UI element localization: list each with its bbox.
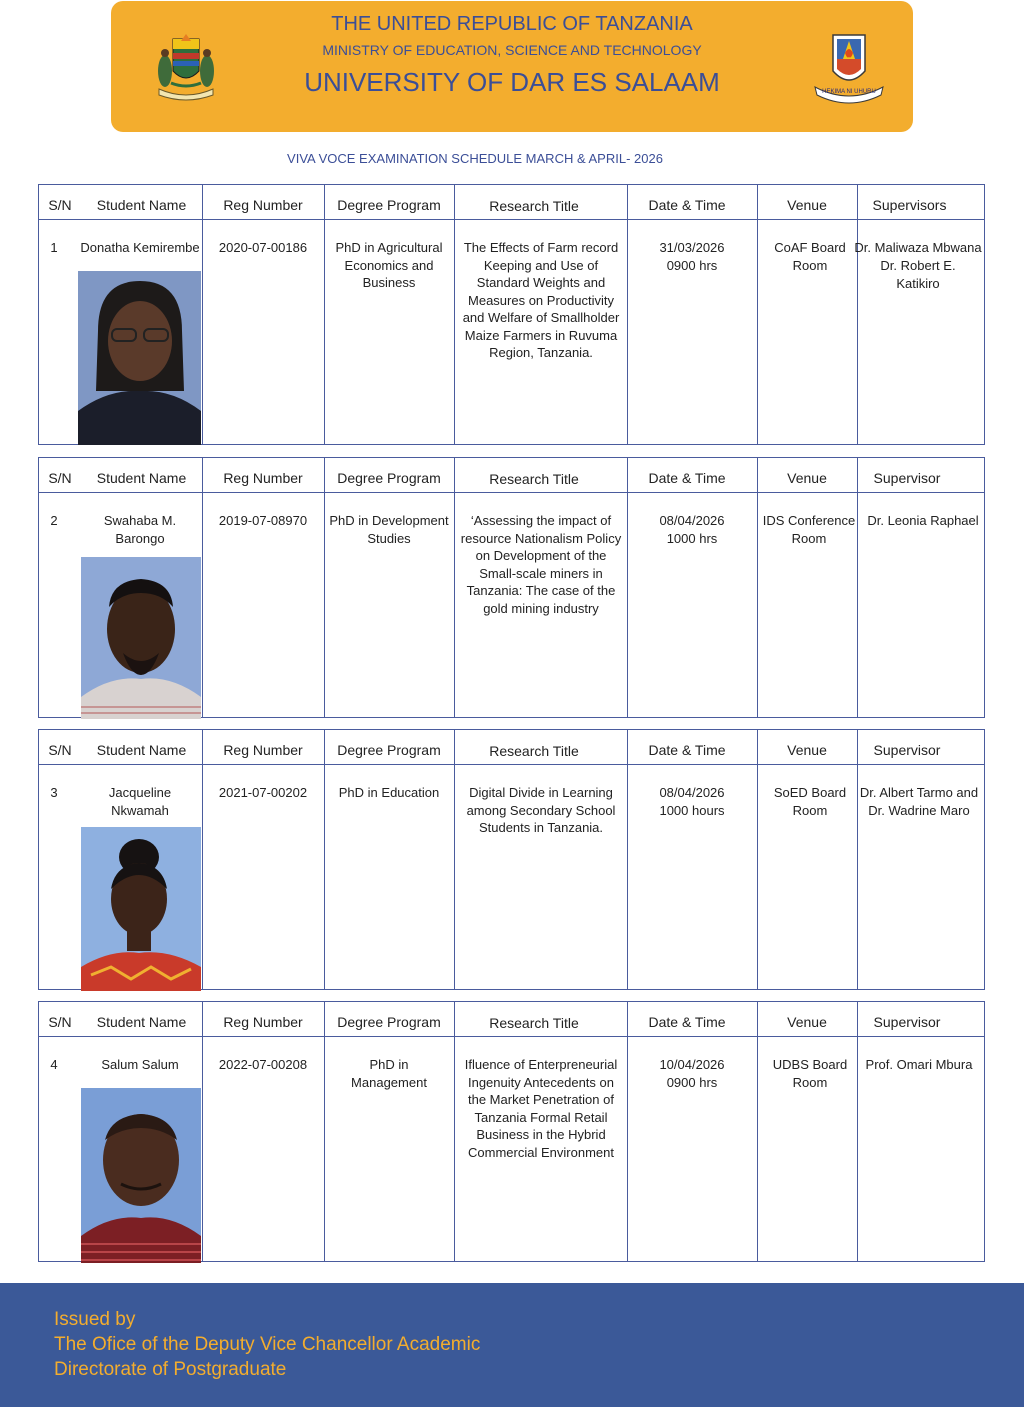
student-name: Donatha Kemirembe xyxy=(80,240,200,255)
venue: CoAF Board Room xyxy=(774,240,846,273)
header-reg-number: Reg Number xyxy=(223,197,303,213)
header-venue: Venue xyxy=(787,470,827,486)
venue: UDBS Board Room xyxy=(772,1057,848,1090)
entry-sn: 4 xyxy=(50,1057,58,1072)
schedule-entry-3 xyxy=(38,729,985,990)
supervisor-1: Dr. Leonia Raphael xyxy=(867,513,979,528)
exam-date: 08/04/2026 xyxy=(659,785,725,800)
venue: IDS Conference Room xyxy=(762,513,856,546)
header-university: UNIVERSITY OF DAR ES SALAAM xyxy=(304,67,720,97)
exam-date: 10/04/2026 xyxy=(659,1057,725,1072)
exam-time: 0900 hrs xyxy=(666,258,718,273)
header-banner xyxy=(111,1,913,132)
header-date-time: Date & Time xyxy=(648,1014,726,1030)
exam-time: 0900 hrs xyxy=(666,1075,718,1090)
degree-program: PhD in Education xyxy=(338,785,440,800)
university-seal-motto: HEKIMA NI UHURU xyxy=(822,89,876,95)
header-supervisors: Supervisors xyxy=(872,197,947,213)
header-research-title: Research Title xyxy=(489,1015,579,1031)
entry-sn: 3 xyxy=(50,785,58,800)
exam-date: 08/04/2026 xyxy=(659,513,725,528)
header-student-name: Student Name xyxy=(96,1014,187,1030)
header-student-name: Student Name xyxy=(96,742,187,758)
supervisor-2: Dr. Robert E. Katikiro xyxy=(880,258,956,291)
student-photo xyxy=(78,271,201,445)
header-country: THE UNITED REPUBLIC OF TANZANIA xyxy=(331,13,693,35)
schedule-entry-2 xyxy=(38,457,985,718)
research-title: The Effects of Farm record Keeping and Use of Standard Weights and Measures on Productivity and Welfare of Smallholder Maize Farmers in Ruvuma Region, Tanzania. xyxy=(462,240,620,360)
supervisor-1: Prof. Omari Mbura xyxy=(865,1057,973,1072)
student-photo xyxy=(81,827,201,991)
student-name: Swahaba M. Barongo xyxy=(103,513,177,546)
header-research-title: Research Title xyxy=(489,471,579,487)
header-supervisor: Supervisor xyxy=(873,1014,941,1030)
reg-number: 2021-07-00202 xyxy=(218,785,308,800)
header-date-time: Date & Time xyxy=(648,470,726,486)
exam-date: 31/03/2026 xyxy=(659,240,725,255)
student-name: Jacqueline Nkwamah xyxy=(108,785,172,818)
venue: SoED Board Room xyxy=(773,785,847,818)
university-seal-icon xyxy=(809,29,889,107)
reg-number: 2020-07-00186 xyxy=(218,240,308,255)
header-degree-program: Degree Program xyxy=(337,742,441,758)
research-title: Ifluence of Enterpreneurial Ingenuity Antecedents on the Market Penetration of Tanzania Formal Retail Business in the Hybrid Commercial Environment xyxy=(464,1057,618,1160)
header-venue: Venue xyxy=(787,1014,827,1030)
header-supervisor: Supervisor xyxy=(873,470,941,486)
supervisor-1: Dr. Albert Tarmo and xyxy=(859,785,979,800)
header-reg-number: Reg Number xyxy=(223,470,303,486)
schedule-title: VIVA VOCE EXAMINATION SCHEDULE MARCH & APRIL- 2026 xyxy=(287,151,663,166)
footer-office: The Ofice of the Deputy Vice Chancellor Academic xyxy=(54,1334,481,1355)
header-reg-number: Reg Number xyxy=(223,1014,303,1030)
header-student-name: Student Name xyxy=(96,197,187,213)
header-degree-program: Degree Program xyxy=(337,197,441,213)
entry-sn: 1 xyxy=(50,240,58,255)
exam-time: 1000 hrs xyxy=(666,531,718,546)
research-title: ‘Assessing the impact of resource Nationalism Policy on Development of the Small-scale miners in Tanzania: The case of the gold mining industry xyxy=(460,513,622,616)
header-ministry: MINISTRY OF EDUCATION, SCIENCE AND TECHNOLOGY xyxy=(322,42,702,58)
header-sn: S/N xyxy=(48,1014,72,1030)
header-sn: S/N xyxy=(48,470,72,486)
supervisor-2: Dr. Wadrine Maro xyxy=(868,803,970,818)
header-venue: Venue xyxy=(787,197,827,213)
footer xyxy=(0,1283,1024,1407)
degree-program: PhD in Agricultural Economics and Business xyxy=(335,240,443,290)
header-venue: Venue xyxy=(787,742,827,758)
research-title: Digital Divide in Learning among Secondary School Students in Tanzania. xyxy=(466,785,616,835)
footer-issued-by: Issued by xyxy=(54,1309,136,1330)
schedule-entry-4 xyxy=(38,1001,985,1262)
exam-time: 1000 hours xyxy=(659,803,725,818)
reg-number: 2022-07-00208 xyxy=(218,1057,308,1072)
header-degree-program: Degree Program xyxy=(337,1014,441,1030)
supervisor-1: Dr. Maliwaza Mbwana xyxy=(854,240,982,255)
student-photo xyxy=(81,1088,201,1263)
header-sn: S/N xyxy=(48,742,72,758)
student-name: Salum Salum xyxy=(101,1057,179,1072)
student-photo xyxy=(81,557,201,719)
header-date-time: Date & Time xyxy=(648,197,726,213)
header-date-time: Date & Time xyxy=(648,742,726,758)
degree-program: PhD in Development Studies xyxy=(329,513,449,546)
header-reg-number: Reg Number xyxy=(223,742,303,758)
degree-program: PhD in Management xyxy=(351,1057,427,1090)
header-student-name: Student Name xyxy=(96,470,187,486)
header-research-title: Research Title xyxy=(489,743,579,759)
header-sn: S/N xyxy=(48,197,72,213)
entry-sn: 2 xyxy=(50,513,58,528)
footer-directorate: Directorate of Postgraduate xyxy=(54,1359,287,1380)
reg-number: 2019-07-08970 xyxy=(218,513,308,528)
header-research-title: Research Title xyxy=(489,198,579,214)
header-degree-program: Degree Program xyxy=(337,470,441,486)
header-supervisor: Supervisor xyxy=(873,742,941,758)
schedule-entry-1 xyxy=(38,184,985,445)
